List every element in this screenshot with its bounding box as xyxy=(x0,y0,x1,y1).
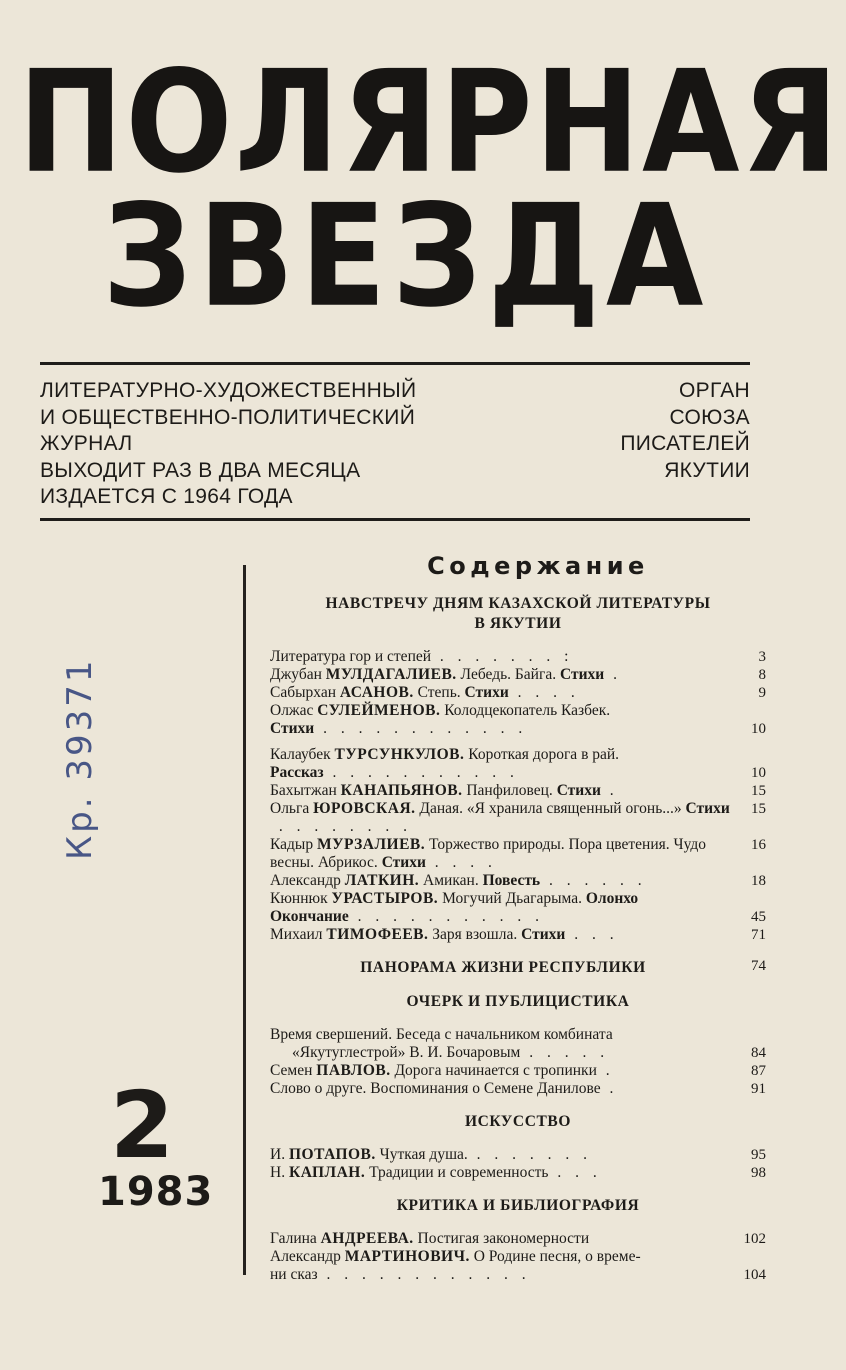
section-title: ИСКУССТВО xyxy=(464,1113,572,1130)
entry-note: Окончание xyxy=(270,908,349,925)
page-number: 71 xyxy=(751,927,766,943)
work-title: Амикан. xyxy=(423,872,479,889)
toc-entry xyxy=(270,1248,766,1266)
section-title-line: НАВСТРЕЧУ ДНЯМ КАЗАХСКОЙ ЛИТЕРАТУРЫ xyxy=(325,595,711,612)
entry-text: Беседа с начальником комбината xyxy=(395,1026,613,1043)
author-last-name: ТИМОФЕЕВ. xyxy=(326,926,429,943)
page-number: 3 xyxy=(758,649,766,665)
author-first-name: Александр xyxy=(270,872,341,889)
page-number: 98 xyxy=(751,1165,766,1181)
issue-number: 2 xyxy=(110,1072,175,1179)
genre: Стихи xyxy=(270,720,315,737)
work-title: О Родине песня, о време- xyxy=(473,1248,641,1265)
info-line: ВЫХОДИТ РАЗ В ДВА МЕСЯЦА xyxy=(40,458,361,482)
work-title: Постигая закономерности xyxy=(417,1230,590,1247)
toc-entry: Слово о друге. Воспоминания о Семене Данилове . 91 xyxy=(270,1080,766,1097)
author-first-name: Ольга xyxy=(270,800,310,817)
work-title: Дорога начинается с тропинки xyxy=(394,1062,597,1079)
publisher-line: ЯКУТИИ xyxy=(664,458,750,482)
author-last-name: МУЛДАГАЛИЕВ. xyxy=(325,666,457,683)
author-first-name: Кюннюк xyxy=(270,890,328,907)
bottom-divider xyxy=(40,518,750,521)
author-last-name: МАРТИНОВИЧ. xyxy=(344,1248,470,1265)
section-title xyxy=(270,594,766,634)
publisher-info xyxy=(620,378,750,484)
page-number: 15 xyxy=(751,783,766,799)
author-last-name: КАНАПЬЯНОВ. xyxy=(340,782,463,799)
author-first-name: Александр xyxy=(270,1248,341,1265)
page-number: 18 xyxy=(751,873,766,889)
toc-entry: Бахытжан КАНАПЬЯНОВ. Панфиловец. Стихи . 15 xyxy=(270,782,766,799)
genre: Повесть xyxy=(482,872,541,889)
entry-title: Слово о друге. xyxy=(270,1080,367,1097)
page-number: 87 xyxy=(751,1063,766,1079)
work-title: ни сказ xyxy=(270,1266,318,1283)
work-title: Короткая дорога в рай. xyxy=(468,746,620,763)
section-title: ПАНОРАМА ЖИЗНИ РЕСПУБЛИКИ xyxy=(360,959,646,976)
page-number: 74 xyxy=(751,958,766,974)
issue-year: 1983 xyxy=(98,1169,214,1215)
work-title: Степь. xyxy=(417,684,461,701)
entry-text: «Якутуглестрой» В. И. Бочаровым xyxy=(292,1044,521,1061)
work-title: Панфиловец. xyxy=(466,782,553,799)
author-last-name: ТУРСУНКУЛОВ. xyxy=(334,746,465,763)
toc-entry: Н. КАПЛАН. Традиции и современность . . . 98 xyxy=(270,1164,766,1181)
publisher-line: ОРГАН xyxy=(679,379,750,402)
page-number: 91 xyxy=(751,1081,766,1097)
author-last-name: ПОТАПОВ. xyxy=(288,1146,376,1163)
work-title: Торжество природы. Пора цветения. Чудо весны. Абрикос. xyxy=(270,836,706,871)
author-last-name: КАПЛАН. xyxy=(288,1164,366,1181)
info-line: И ОБЩЕСТВЕННО-ПОЛИТИЧЕСКИЙ xyxy=(40,405,416,429)
page-number: 84 xyxy=(751,1045,766,1061)
author-last-name: ЮРОВСКАЯ. xyxy=(313,800,416,817)
author-first-name: Кадыр xyxy=(270,836,314,853)
section-row xyxy=(270,958,766,978)
page-number: 9 xyxy=(758,685,766,701)
masthead-line-2: ЗВЕЗДА xyxy=(102,173,710,339)
work-title: Заря взошла. xyxy=(432,926,518,943)
author-first-name: Калаубек xyxy=(270,746,331,763)
toc-entry xyxy=(270,1230,766,1248)
info-line: ИЗДАЕТСЯ С 1964 ГОДА xyxy=(40,485,293,509)
entry-title: Литература гор и степей xyxy=(270,648,432,665)
section-title-line: В ЯКУТИИ xyxy=(474,615,562,632)
author-first-name: Михаил xyxy=(270,926,323,943)
toc-entry xyxy=(270,702,766,720)
toc-entry: Кадыр МУРЗАЛИЕВ. Торжество природы. Пора цветения. Чудо весны. Абрикос. Стихи . . . . 16 xyxy=(270,836,766,871)
author-first-name: Галина xyxy=(270,1230,317,1247)
toc-entry: Литература гор и степей . . . . . . . : 3 xyxy=(270,648,766,665)
author-first-name: Семен xyxy=(270,1062,313,1079)
publication-info xyxy=(40,378,416,511)
toc-entry-continuation: Стихи . . . . . . . . . . . . 10 xyxy=(270,720,766,737)
publisher-line: СОЮЗА xyxy=(669,405,750,429)
work-title: Лебедь. Байга. xyxy=(460,666,557,683)
author-last-name: МУРЗАЛИЕВ. xyxy=(316,836,426,853)
author-last-name: АНДРЕЕВА. xyxy=(320,1230,414,1247)
author-last-name: СУЛЕЙМЕНОВ. xyxy=(317,702,441,719)
toc-entry: И. ПОТАПОВ. Чуткая душа. . . . . . . . 95 xyxy=(270,1146,766,1163)
genre: Стихи xyxy=(685,800,730,817)
genre: Стихи xyxy=(556,782,601,799)
top-divider xyxy=(40,362,750,365)
genre: Рассказ xyxy=(270,764,324,781)
author-first-name: Джубан xyxy=(270,666,322,683)
page-number: 10 xyxy=(751,765,766,781)
page-number: 95 xyxy=(751,1147,766,1163)
page-number: 45 xyxy=(751,909,766,925)
vertical-divider xyxy=(243,565,246,1275)
genre: Стихи xyxy=(521,926,566,943)
toc-entry: Сабырхан АСАНОВ. Степь. Стихи . . . . 9 xyxy=(270,684,766,701)
page-number: 104 xyxy=(743,1267,766,1283)
genre: Стихи xyxy=(381,854,426,871)
library-stamp: Кр. 39371 xyxy=(60,657,100,860)
genre: Олонхо xyxy=(585,890,639,907)
page-number: 16 xyxy=(751,837,766,853)
work-title: Чуткая душа. xyxy=(379,1146,468,1163)
toc-entry: Джубан МУЛДАГАЛИЕВ. Лебедь. Байга. Стихи . 8 xyxy=(270,666,766,683)
toc-entry xyxy=(270,1026,766,1044)
entry-title: Время свершений. xyxy=(270,1026,393,1043)
author-first-name: Олжас xyxy=(270,702,314,719)
table-of-contents xyxy=(270,552,766,1284)
author-last-name: ПАВЛОВ. xyxy=(316,1062,391,1079)
page-number: 8 xyxy=(758,667,766,683)
section-title: КРИТИКА И БИБЛИОГРАФИЯ xyxy=(396,1197,640,1214)
toc-entry: Семен ПАВЛОВ. Дорога начинается с тропинки . 87 xyxy=(270,1062,766,1079)
author-last-name: АСАНОВ. xyxy=(339,684,414,701)
work-title: Даная. «Я хранила священный огонь...» xyxy=(419,800,682,817)
entry-text: Воспоминания о Семене Данилове xyxy=(370,1080,601,1097)
author-first-name: Сабырхан xyxy=(270,684,336,701)
toc-entry: Ольга ЮРОВСКАЯ. Даная. «Я хранила священный огонь...» Стихи . . . . . . . . 15 xyxy=(270,800,766,835)
author-first-name: Бахытжан xyxy=(270,782,337,799)
toc-entry-continuation: «Якутуглестрой» В. И. Бочаровым . . . . . 84 xyxy=(292,1044,766,1061)
info-line: ЖУРНАЛ xyxy=(40,432,133,456)
toc-entry xyxy=(270,890,766,908)
toc-entry-continuation: Окончание . . . . . . . . . . . 45 xyxy=(270,908,766,925)
section-title: ОЧЕРК И ПУБЛИЦИСТИКА xyxy=(406,993,630,1010)
contents-title: Содержание xyxy=(427,552,649,580)
toc-entry-continuation: Рассказ . . . . . . . . . . . 10 xyxy=(270,764,766,781)
toc-entry: Михаил ТИМОФЕЕВ. Заря взошла. Стихи . . . 71 xyxy=(270,926,766,943)
author-first-name: И. xyxy=(270,1146,286,1163)
page-number: 102 xyxy=(743,1231,766,1247)
toc-entry: Александр ЛАТКИН. Амикан. Повесть . . . . . . 18 xyxy=(270,872,766,889)
info-line: ЛИТЕРАТУРНО-ХУДОЖЕСТВЕННЫЙ xyxy=(40,379,417,402)
page-number: 10 xyxy=(751,721,766,737)
genre: Стихи xyxy=(559,666,605,683)
work-title: Традиции и современность xyxy=(369,1164,549,1181)
author-last-name: УРАСТЫРОВ. xyxy=(331,890,439,907)
page-number: 15 xyxy=(751,801,766,817)
work-title: Могучий Дьагарыма. xyxy=(442,890,582,907)
author-first-name: Н. xyxy=(270,1164,286,1181)
masthead-line-1: ПОЛЯРНАЯ xyxy=(18,39,841,205)
toc-entry xyxy=(270,746,766,764)
genre: Стихи xyxy=(464,684,509,701)
author-last-name: ЛАТКИН. xyxy=(344,872,420,889)
toc-entry-continuation: ни сказ . . . . . . . . . . . . 104 xyxy=(270,1266,766,1283)
work-title: Колодцекопатель Казбек. xyxy=(444,702,611,719)
publisher-line: ПИСАТЕЛЕЙ xyxy=(620,432,750,456)
